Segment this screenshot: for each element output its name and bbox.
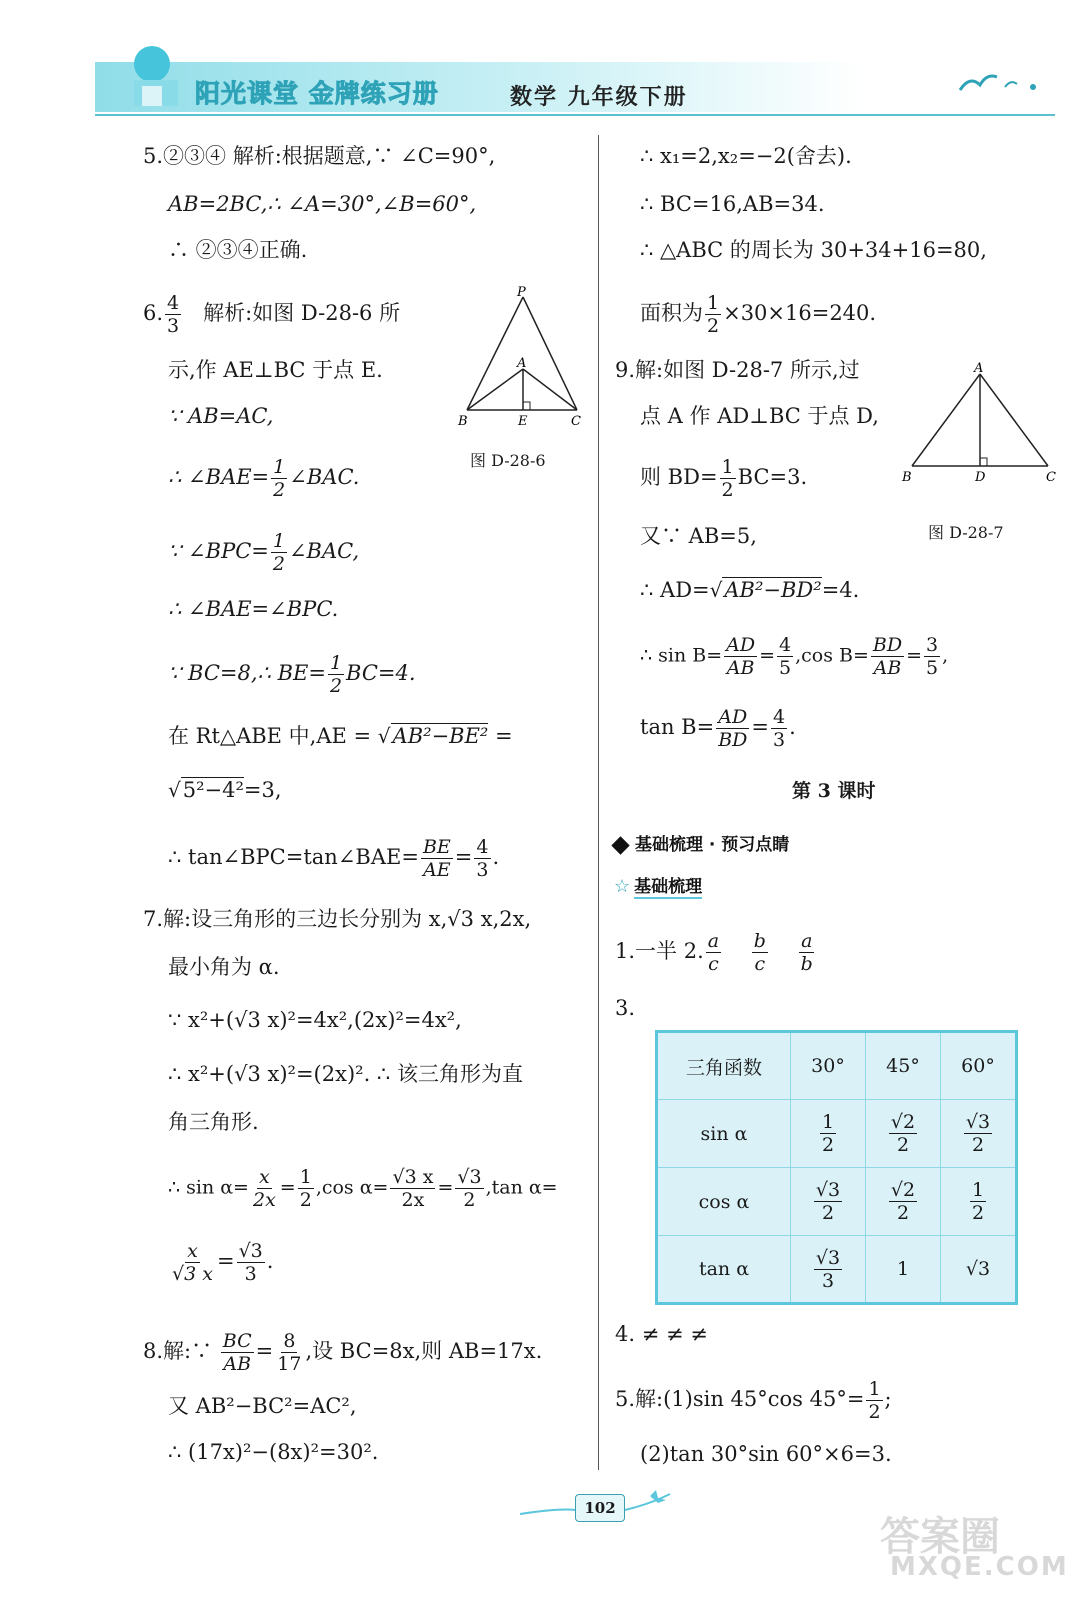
answer-5-line1 <box>615 1378 892 1423</box>
table-cell <box>791 1168 866 1236</box>
fig7-label-d: D <box>975 470 986 485</box>
q9-f5-num: AD <box>718 706 748 728</box>
table-cell-name: sin α <box>657 1100 791 1168</box>
answer-3-label: 3. <box>615 996 636 1020</box>
q9-l7-end: . <box>789 715 796 739</box>
q7-line1: 7.解:设三角形的三边长分别为 x,√3 x,2x, <box>143 907 532 931</box>
q6-line6: ∴ ∠BAE=∠BPC. <box>168 597 339 621</box>
section-sub-text: 基础梳理 <box>634 877 703 897</box>
q7-f4-num: √3 <box>457 1166 482 1188</box>
q6-l10-end: . <box>492 845 500 869</box>
q7-eq2: = <box>437 1176 454 1199</box>
r-l4-a: 面积为 <box>640 301 703 325</box>
a1-text: 1.一半 2. <box>615 939 704 963</box>
q9-line7 <box>640 706 796 751</box>
fig6-label-c: C <box>571 414 581 429</box>
q9-line3 <box>640 456 807 501</box>
table-header-row <box>657 1032 1017 1100</box>
q9-l5-b: =4. <box>821 578 860 602</box>
q6-l8-b: = <box>488 724 513 748</box>
trig-values-table <box>655 1030 1018 1305</box>
a5-l1-b: ; <box>884 1387 892 1411</box>
q9-f4-den: 5 <box>926 657 939 679</box>
watermark-url: MXQE.COM <box>890 1552 1069 1582</box>
q7-f2-num: 1 <box>299 1166 312 1188</box>
q6-line10 <box>168 836 499 881</box>
q9-line2: 点 A 作 AD⊥BC 于点 D, <box>640 404 879 428</box>
cell-den: 2 <box>821 1202 835 1224</box>
q6-l7-a: ∵ BC=8,∴ BE= <box>168 661 326 685</box>
q6-line7 <box>168 652 416 697</box>
table-head-60: 60° <box>941 1032 1017 1100</box>
q6-l4-num: 1 <box>273 456 286 478</box>
q8-l1-eq: = <box>255 1339 274 1363</box>
table-cell: 1 <box>866 1236 941 1304</box>
table-cell <box>941 1100 1017 1168</box>
star-icon: ☆ <box>614 876 631 897</box>
q7-l6-b: ,cos α= <box>315 1176 389 1199</box>
q6-l7-b: BC=4. <box>346 661 416 685</box>
q5-line1: 5.②③④ 解析:根据题意,∵ ∠C=90°, <box>143 144 496 168</box>
q8-l1-den: AB <box>223 1353 252 1375</box>
q6-answer-den: 3 <box>167 315 180 337</box>
cell-num: √2 <box>890 1179 916 1201</box>
a5-l1-a: 5.解:(1)sin 45°cos 45°= <box>615 1387 865 1411</box>
q9-f4-num: 3 <box>926 634 939 656</box>
table-row <box>657 1236 1017 1304</box>
q7-f3-num: √3 x <box>392 1166 434 1188</box>
q8-cont-line3: ∴ △ABC 的周长为 30+34+16=80, <box>640 238 987 262</box>
q9-l6-c: , <box>942 644 949 667</box>
q9-f1-num: AD <box>726 634 756 656</box>
q7-f3-den: 2x <box>401 1189 425 1211</box>
q9-l3-den: 2 <box>721 479 734 501</box>
q9-f2-den: 5 <box>779 657 792 679</box>
q9-l3-a: 则 BD= <box>640 465 718 489</box>
cell-num: √3 <box>815 1246 841 1269</box>
q7-f1-num: x <box>259 1166 270 1188</box>
table-head-45: 45° <box>866 1032 941 1100</box>
q6-l10-num2: 4 <box>476 836 489 858</box>
answer-1-2 <box>615 930 817 975</box>
q9-line6 <box>640 634 948 679</box>
cell-den: 2 <box>821 1134 835 1156</box>
table-head-func: 三角函数 <box>657 1032 791 1100</box>
q7-l6-a: ∴ sin α= <box>168 1176 249 1199</box>
cell-num: 1 <box>971 1179 985 1201</box>
q9-line4: 又∵ AB=5, <box>640 524 757 548</box>
a2-f1-den: c <box>708 953 719 975</box>
book-logo-icon <box>120 40 190 110</box>
q8-cont-line1: ∴ x₁=2,x₂=−2(舍去). <box>640 144 852 168</box>
q7-f2-den: 2 <box>299 1189 312 1211</box>
figure-d-28-7-caption: 图 D-28-7 <box>928 523 1004 542</box>
q6-l4-a: ∴ ∠BAE= <box>168 465 270 489</box>
table-row <box>657 1168 1017 1236</box>
q6-l5-b: ∠BAC, <box>288 539 360 563</box>
q7-l7-den2: 3 <box>244 1263 257 1285</box>
subject-grade: 数学 九年级下册 <box>510 85 688 110</box>
q6-line4 <box>168 456 359 501</box>
q9-f3-den: AB <box>873 657 902 679</box>
q7-l7-num: x <box>187 1240 198 1262</box>
q8-l1-num2: 8 <box>283 1330 296 1352</box>
q7-line7 <box>168 1240 273 1285</box>
q6-line9: √5²−4²=3, <box>168 778 282 802</box>
q8-line1 <box>143 1330 542 1375</box>
q6-l5-num: 1 <box>272 530 285 552</box>
q9-l5-radicand: AB²−BD² <box>724 578 822 602</box>
fig6-label-e: E <box>518 414 528 429</box>
table-cell <box>866 1100 941 1168</box>
q8-l1-den2: 17 <box>277 1353 302 1375</box>
table-head-30: 30° <box>791 1032 866 1100</box>
q9-eq3: = <box>751 715 769 739</box>
q7-line2: 最小角为 α. <box>168 955 280 979</box>
q6-l9-b: =3, <box>243 778 282 802</box>
fig7-label-c: C <box>1046 470 1056 485</box>
cell-num: 1 <box>821 1111 835 1133</box>
q9-line5: ∴ AD=√AB²−BD²=4. <box>640 578 860 602</box>
q5-line3: ∴ ②③④正确. <box>168 238 308 262</box>
figure-d-28-6 <box>455 285 590 435</box>
q7-l7-eq: = <box>216 1249 235 1273</box>
a2-f3-num: a <box>801 930 813 952</box>
figure-d-28-7 <box>898 358 1058 488</box>
watermark-logo: 答案圈 <box>880 1514 1000 1560</box>
q7-l7-end: . <box>266 1249 274 1273</box>
cell-den: 2 <box>896 1202 910 1224</box>
fig6-label-a: A <box>517 356 527 371</box>
q7-l6-c: ,tan α= <box>485 1176 558 1199</box>
q9-l6-a: ∴ sin B= <box>640 644 723 667</box>
table-cell-name: cos α <box>657 1168 791 1236</box>
q6-analysis-start: 解析:如图 D-28-6 所 <box>203 301 401 325</box>
cell-num: √3 <box>815 1179 841 1201</box>
header-rule <box>95 114 1055 116</box>
q9-l3-num: 1 <box>721 456 734 478</box>
column-divider <box>598 135 599 1470</box>
lesson-title: 第 3 课时 <box>792 780 876 802</box>
a2-f2-num: b <box>753 930 766 952</box>
fig7-label-b: B <box>902 470 912 485</box>
table-cell: √3 <box>941 1236 1017 1304</box>
table-cell <box>866 1168 941 1236</box>
cell-num: √3 <box>965 1111 991 1133</box>
q9-f6-den: 3 <box>773 729 786 751</box>
q8-line3: ∴ (17x)²−(8x)²=30². <box>168 1440 379 1464</box>
q6-l8-radicand: AB²−BE² <box>392 724 489 748</box>
cell-num: √2 <box>890 1111 916 1133</box>
fig6-label-p: P <box>517 285 526 300</box>
cell-den: 3 <box>821 1269 835 1292</box>
q6-l5-a: ∵ ∠BPC= <box>168 539 269 563</box>
q8-l1-b: ,设 BC=8x,则 AB=17x. <box>305 1339 543 1363</box>
section-header-review <box>614 830 789 855</box>
figure-d-28-6-caption: 图 D-28-6 <box>470 451 546 470</box>
q8-l1-a: 8.解:∵ <box>143 1339 219 1363</box>
q7-l7-den: √3 x <box>172 1263 213 1285</box>
answer-4: 4. ≠ ≠ ≠ <box>615 1322 708 1346</box>
q8-line2: 又 AB²−BC²=AC², <box>168 1394 357 1418</box>
section-sub-basics <box>614 872 702 897</box>
a2-f1-num: a <box>707 930 720 952</box>
series-title: 阳光课堂 金牌练习册 <box>195 79 439 108</box>
q9-f5-den: BD <box>718 729 748 751</box>
page-number: 102 <box>575 1494 625 1522</box>
q7-line5: 角三角形. <box>168 1110 259 1134</box>
q9-f6-num: 4 <box>773 706 786 728</box>
table-cell <box>791 1236 866 1304</box>
q9-l6-b: ,cos B= <box>795 644 869 667</box>
q7-line4: ∴ x²+(√3 x)²=(2x)². ∴ 该三角形为直 <box>168 1062 523 1086</box>
table-cell <box>941 1168 1017 1236</box>
cell-den: 2 <box>896 1134 910 1156</box>
q9-l3-b: BC=3. <box>737 465 808 489</box>
q6-line5 <box>168 530 359 575</box>
r-l4-den: 2 <box>707 315 720 337</box>
a2-f3-den: b <box>800 953 813 975</box>
fig6-label-b: B <box>458 414 468 429</box>
q6-l4-den: 2 <box>273 479 286 501</box>
q6-l7-den: 2 <box>329 675 343 697</box>
q6-line2: 示,作 AE⊥BC 于点 E. <box>168 358 383 382</box>
q7-f4-den: 2 <box>463 1189 476 1211</box>
q6-l10-num: BE <box>422 836 451 858</box>
a2-f2-den: c <box>754 953 766 975</box>
birds-icon <box>955 65 1045 100</box>
cell-den: 2 <box>971 1134 985 1156</box>
q6-l9-radicand: 5²−4² <box>182 778 244 802</box>
q6-line3: ∵ AB=AC, <box>168 404 274 428</box>
q9-eq2: = <box>906 644 923 667</box>
table-cell-name: tan α <box>657 1236 791 1304</box>
q6-line8: 在 Rt△ABE 中,AE = √AB²−BE² = <box>168 724 513 748</box>
q8-cont-line2: ∴ BC=16,AB=34. <box>640 192 825 216</box>
q6-l5-den: 2 <box>272 553 285 575</box>
q6-line1 <box>143 292 400 337</box>
q6-l8-a: 在 Rt△ABE 中,AE = <box>168 724 378 748</box>
q6-l7-num: 1 <box>329 652 343 674</box>
q6-answer-num: 4 <box>167 292 180 314</box>
q9-eq1: = <box>759 644 776 667</box>
table-cell <box>791 1100 866 1168</box>
q7-line3: ∵ x²+(√3 x)²=4x²,(2x)²=4x², <box>168 1008 462 1032</box>
r-l4-b: ×30×16=240. <box>723 301 877 325</box>
q6-l10-den2: 3 <box>476 859 489 881</box>
q6-l10-den: AE <box>423 859 451 881</box>
q7-f1-den: 2x <box>252 1189 276 1211</box>
q9-f1-den: AB <box>726 657 755 679</box>
q9-f2-num: 4 <box>779 634 792 656</box>
q7-eq1: = <box>279 1176 296 1199</box>
q7-l7-num2: √3 <box>238 1240 263 1262</box>
diamond-icon <box>611 836 629 854</box>
a5-l1-den: 2 <box>868 1401 881 1423</box>
a5-l1-num: 1 <box>868 1378 881 1400</box>
q9-line1: 9.解:如图 D-28-7 所示,过 <box>615 358 860 382</box>
answer-5-line2: (2)tan 30°sin 60°×6=3. <box>640 1442 892 1466</box>
q9-l5-a: ∴ AD= <box>640 578 710 602</box>
q5-line2: AB=2BC,∴ ∠A=30°,∠B=60°, <box>168 192 477 216</box>
q6-l10-a: ∴ tan∠BPC=tan∠BAE= <box>168 845 419 869</box>
r-l4-num: 1 <box>707 292 720 314</box>
q6-l10-eq: = <box>454 845 473 869</box>
q6-l4-b: ∠BAC. <box>289 465 360 489</box>
fig7-label-a: A <box>974 361 984 376</box>
q7-line6 <box>168 1166 558 1211</box>
section-header-text: 基础梳理 · 预习点睛 <box>635 835 790 855</box>
q9-f3-num: BD <box>872 634 903 656</box>
q9-l7-a: tan B= <box>640 715 715 739</box>
q8-l1-num: BC <box>222 1330 252 1352</box>
q6-number: 6. <box>143 301 164 325</box>
table-row <box>657 1100 1017 1168</box>
q8-cont-line4 <box>640 292 876 337</box>
cell-den: 2 <box>971 1202 985 1224</box>
